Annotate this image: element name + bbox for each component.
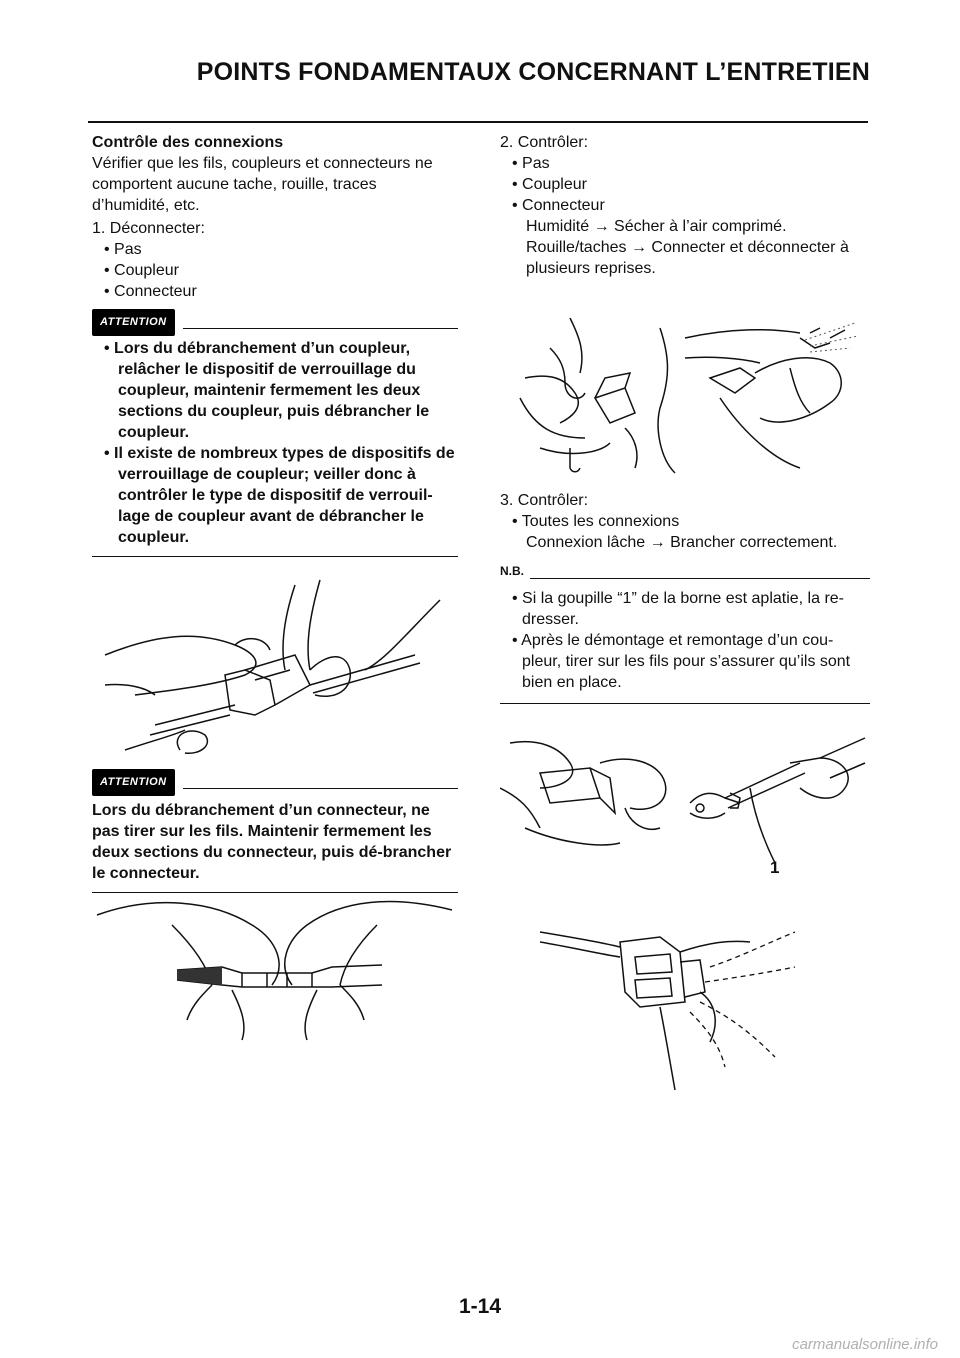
attention-badge: ATTENTION (92, 309, 175, 336)
attention-badge: ATTENTION (92, 769, 175, 796)
attention-2-block (92, 770, 458, 893)
page-number: 1-14 (458, 1295, 502, 1318)
attention-2-text: Lors du débranchement d’un connecteur, ne pas tirer sur les fils. Maintenir fermement les deux sections du connecteur, puis dé-brancher le connecteur. (92, 802, 452, 882)
header-rule (88, 121, 868, 123)
right-column-mid (500, 490, 870, 704)
nb-item: • Après le démontage et remontage d’un cou-pleur, tirer sur les fils pour s’assurer qu’ils sont bien en place. (512, 632, 851, 691)
watermark: carmanualsonline.info (792, 1336, 938, 1353)
coupler-pull-illustration (540, 922, 800, 1092)
nb-label: N.B. (500, 564, 524, 578)
callout-1: 1 (770, 858, 780, 877)
attention-item: • Lors du débranchement d’un coupleur, relâcher le dispositif de verrouillage du coupleur, maintenir fermement les deux sections du coupleur, puis débrancher le coupleur. (104, 340, 430, 441)
step-2: 2. Contrôler: (500, 134, 589, 151)
step-2-item: • Connecteur (512, 197, 605, 214)
coupler-disconnect-illustration (95, 575, 455, 760)
connector-disconnect-illustration (92, 895, 458, 1045)
nb-item: • Si la goupille “1” de la borne est aplatie, la re-dresser. (512, 590, 845, 628)
step-2-item: • Pas (512, 155, 550, 172)
step-1: 1. Déconnecter: (92, 220, 205, 237)
step-2-item: • Coupleur (512, 176, 587, 193)
step-3-detail: Connexion lâche → Brancher correctement. (526, 534, 838, 551)
step-3: 3. Contrôler: (500, 492, 589, 509)
attention-header (92, 770, 458, 794)
step-1-item: • Connecteur (104, 283, 197, 300)
coupler-check-illustration (510, 318, 860, 478)
terminal-pin-illustration (500, 728, 870, 888)
attention-item: • Il existe de nombreux types de dispositifs de verrouillage de coupleur; veiller donc à contrôler le type de dispositif de verrouil-lage de coupleur avant de débrancher le coupleur. (104, 445, 455, 546)
page-title: POINTS FONDAMENTAUX CONCERNANT L’ENTRETIEN (196, 58, 870, 86)
left-column (92, 132, 458, 557)
step-2-detail: Rouille/taches → Connecter et déconnecter à plusieurs reprises. (526, 239, 849, 277)
attention-header (92, 310, 458, 334)
right-column-top (500, 132, 870, 279)
step-1-item: • Pas (104, 241, 142, 258)
section-heading: Contrôle des connexions (92, 134, 284, 151)
step-1-item: • Coupleur (104, 262, 179, 279)
nb-header (500, 561, 870, 582)
step-3-item: • Toutes les connexions (512, 513, 680, 530)
intro-text: Vérifier que les fils, coupleurs et connecteurs ne comportent aucune tache, rouille, traces d’humidité, etc. (92, 155, 433, 214)
step-2-detail: Humidité → Sécher à l’air comprimé. (526, 218, 787, 235)
attention-1-body (92, 338, 458, 548)
